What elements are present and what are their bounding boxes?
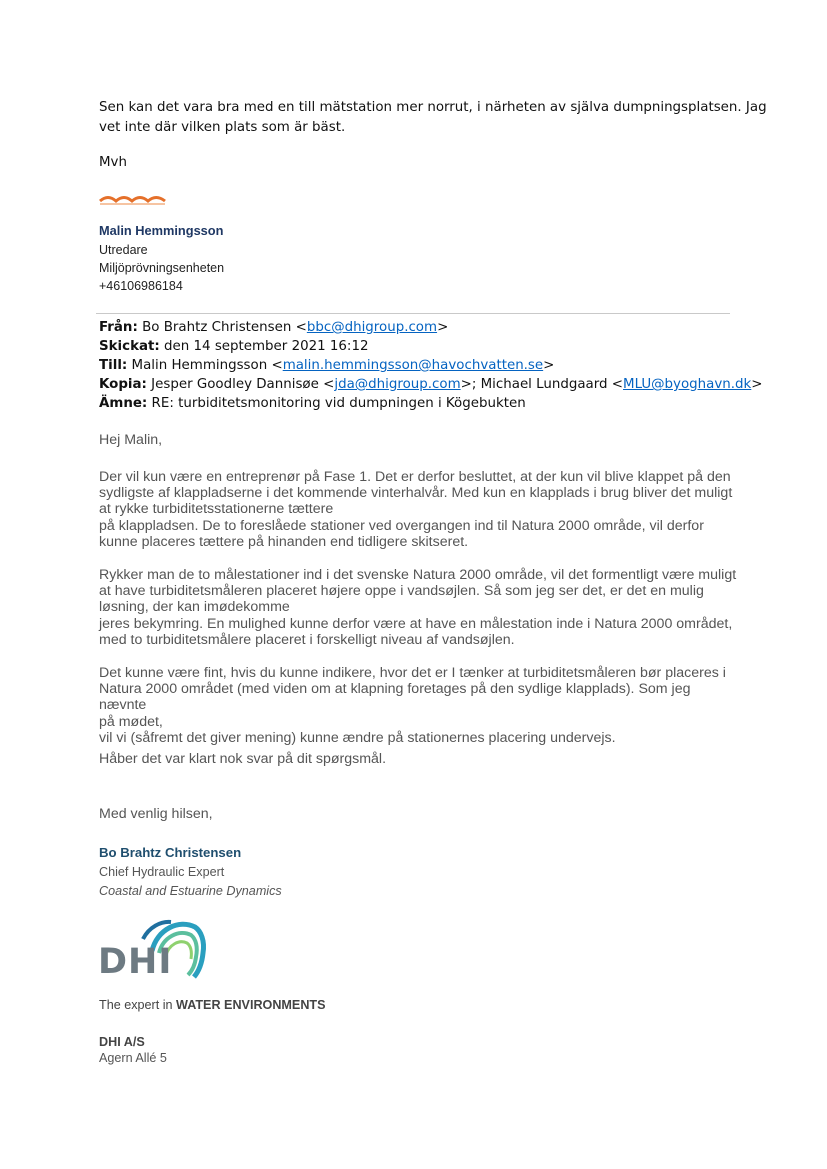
intro-line-1: Sen kan det vara bra med en till mätstation mer norrut, i närheten av själva dumpningsplatsen. Jag xyxy=(99,100,767,115)
cc-name-1: Jesper Goodley Dannisøe < xyxy=(146,377,335,392)
p2-line: løsning, der kan imødekomme xyxy=(99,599,290,616)
cc-label: Kopia: xyxy=(99,377,147,392)
closing-regards: Med venlig hilsen, xyxy=(99,806,213,822)
closing-mvh: Mvh xyxy=(99,155,127,170)
cc-end: > xyxy=(751,377,763,392)
p3-line: vil vi (såfremt det giver mening) kunne ændre på stationernes placering undervejs. xyxy=(99,729,616,746)
to-label: Till: xyxy=(99,358,128,373)
p1-line: Der vil kun være en entreprenør på Fase 1. Det er derfor besluttet, at der kun vil blive klappet på den xyxy=(99,469,731,485)
from-name: Bo Brahtz Christensen < xyxy=(137,320,307,335)
signature-phone: +46106986184 xyxy=(99,279,183,293)
paragraph-4: Håber det var klart nok svar på dit spørgsmål. xyxy=(99,751,387,767)
signature-name: Malin Hemmingsson xyxy=(99,223,224,238)
signature-title: Utredare xyxy=(99,243,148,257)
p2-line: Rykker man de to målestationer ind i det svenske Natura 2000 område, vil det formentligt være muligt xyxy=(99,567,737,583)
company-address: Agern Allé 5 xyxy=(99,1051,167,1065)
greeting: Hej Malin, xyxy=(99,432,163,448)
from-email-link[interactable]: bbc@dhigroup.com xyxy=(306,320,438,335)
to-end: > xyxy=(543,358,555,373)
from-end: > xyxy=(437,320,449,335)
p1-line: at rykke turbiditetsstationerne tættere xyxy=(99,501,334,518)
header-sent xyxy=(99,339,369,354)
dhi-logo xyxy=(97,915,209,981)
paragraph-1 xyxy=(99,469,739,550)
signature-unit: Miljöprövningsenheten xyxy=(99,261,225,275)
cc-mid: >; Michael Lundgaard < xyxy=(460,377,624,392)
to-name: Malin Hemmingsson < xyxy=(127,358,283,373)
company-name: DHI A/S xyxy=(99,1035,145,1049)
divider xyxy=(96,313,730,314)
tagline-bold: WATER ENVIRONMENTS xyxy=(176,998,326,1012)
paragraph-2 xyxy=(99,567,739,648)
sender-title: Chief Hydraulic Expert xyxy=(99,865,225,879)
p1-line: kunne placeres tættere på hinanden end tidligere skitseret. xyxy=(99,533,469,550)
cc-email-link-2[interactable]: MLU@byoghavn.dk xyxy=(623,377,752,392)
from-label: Från: xyxy=(99,320,138,335)
p2-line: med to turbiditetsmålere placeret i forskelligt niveau af vandsøjlen. xyxy=(99,631,515,648)
sent-label: Skickat: xyxy=(99,339,160,354)
sent-value: den 14 september 2021 16:12 xyxy=(159,339,369,354)
p1-line: sydligste af klappladserne i det kommende vinterhalvår. Med kun en klapplads i brug bliver det muligt xyxy=(99,485,733,502)
p2-line: at have turbiditetsmåleren placeret højere oppe i vandsøjlen. Så som jeg ser det, er det en mulig xyxy=(99,583,704,600)
header-cc xyxy=(99,377,763,392)
cc-email-link-1[interactable]: jda@dhigroup.com xyxy=(334,377,461,392)
subject-value: RE: turbiditetsmonitoring vid dumpningen i Kögebukten xyxy=(147,396,526,411)
paragraph-3 xyxy=(99,665,739,746)
tagline-prefix: The expert in xyxy=(99,998,177,1012)
subject-label: Ämne: xyxy=(99,396,148,411)
sender-name: Bo Brahtz Christensen xyxy=(99,845,242,860)
wave-logo-icon xyxy=(99,192,167,206)
tagline xyxy=(99,998,326,1012)
dhi-logo-text: DHI xyxy=(98,942,173,982)
header-to xyxy=(99,358,554,373)
to-email-link[interactable]: malin.hemmingsson@havochvatten.se xyxy=(282,358,544,373)
header-from xyxy=(99,320,448,335)
header-subject xyxy=(99,396,526,411)
p3-line: på mødet, xyxy=(99,713,163,730)
p1-line: på klappladsen. De to foreslåede stationer ved overgangen ind til Natura 2000 område, vil derfor xyxy=(99,517,704,534)
p2-line: jeres bekymring. En mulighed kunne derfor være at have en målestation inde i Natura 2000 området, xyxy=(99,615,733,632)
p3-line: Natura 2000 området (med viden om at klapning foretages på den sydlige klapplads). Som jeg nævnte xyxy=(99,681,691,714)
intro-line-2: vet inte där vilken plats som är bäst. xyxy=(99,120,346,135)
sender-dept: Coastal and Estuarine Dynamics xyxy=(99,884,282,898)
p3-line: Det kunne være fint, hvis du kunne indikere, hvor det er I tænker at turbiditetsmåleren bør placeres i xyxy=(99,665,726,681)
